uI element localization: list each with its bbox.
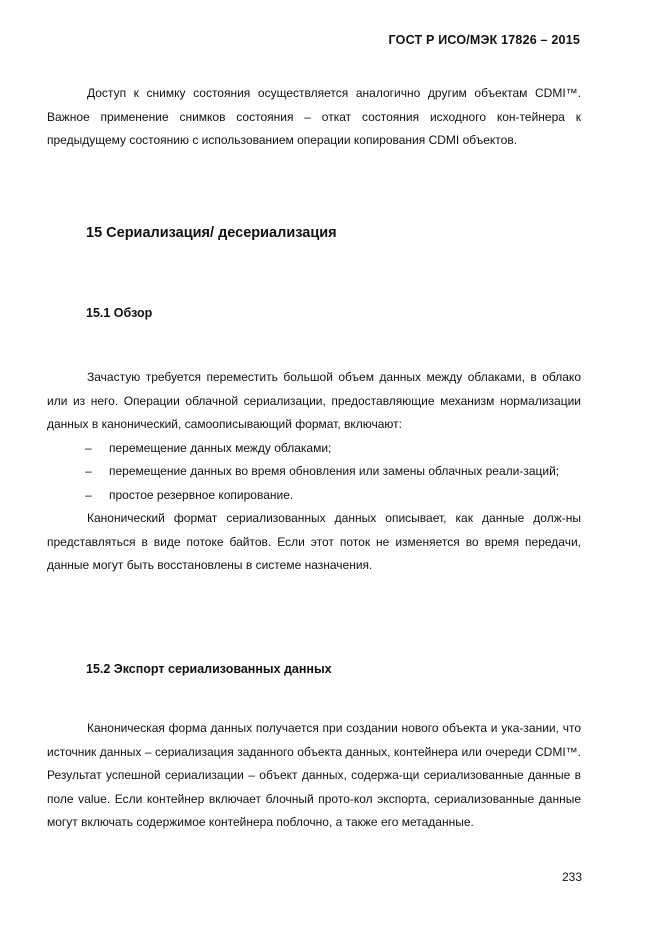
list-item-text: перемещение данных во время обновления или замены облачных реали-заций; [109,464,560,478]
section-15-heading: 15 Сериализация/ десериализация [86,225,337,241]
standard-header: ГОСТ Р ИСО/МЭК 17826 – 2015 [388,33,580,47]
page-number: 233 [561,870,582,884]
list-dash: – [85,464,92,478]
overview-paragraph-2: Канонический формат сериализованных данных описывает, как данные долж-ны представляться в виде потоке байтов. Если этот поток не изменяется во время передачи, данные могут быть восстановлены в системе назначения. [47,511,581,572]
list-item-text: простое резервное копирование. [109,487,294,502]
list-item [47,437,581,461]
list-dash: – [85,487,92,502]
section-15-2-heading: 15.2 Экспорт сериализованных данных [86,662,332,676]
list-item-text: перемещение данных между облаками; [109,440,332,455]
overview-paragraph-1: Зачастую требуется переместить большой объем данных между облаками, в облако или из него. Операции облачной сериализации, предоставляющие механизм нормализации данных в канонический, самоописывающий формат, включают: [47,370,581,431]
intro-block [47,82,581,153]
list-dash: – [85,440,92,455]
intro-paragraph: Доступ к снимку состояния осуществляется аналогично другим объектам CDMI™. Важное применение снимков состояния – откат состояния исходного кон-тейнера к предыдущему состоянию с использованием операции копирования CDMI объектов. [47,86,581,147]
section-15-1-body [47,366,581,578]
export-paragraph: Каноническая форма данных получается при создании нового объекта и ука-зании, что источник данных – сериализация заданного объекта данных, контейнера или очереди CDMI™. Результат успешной сериализации – объект данных, содержа-щи сериализованные данные в поле value. Если контейнер включает блочный прото-кол экспорта, сериализованные данные могут включать содержимое контейнера поблочно, а также его метаданные. [47,721,581,829]
section-15-2-body [47,717,581,835]
section-15-1-heading: 15.1 Обзор [86,306,153,320]
list-item [47,460,581,484]
list-item [47,484,581,508]
